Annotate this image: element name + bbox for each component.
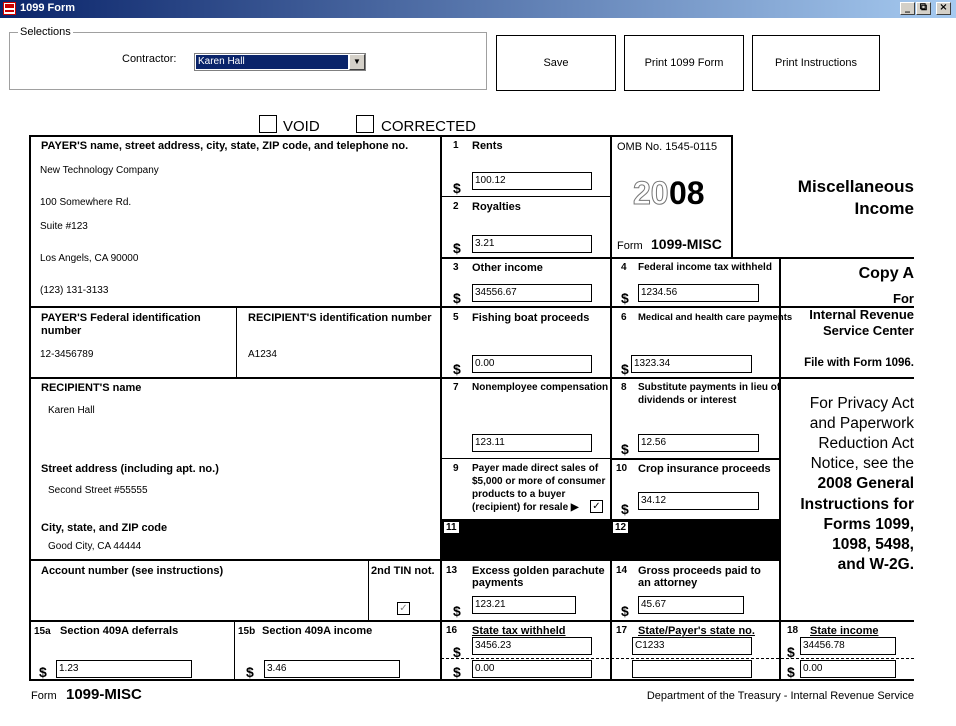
box9-number: 9 [453,463,459,474]
recipient-id-label: RECIPIENT'S identification number [248,312,432,324]
privacy-line2: and Paperwork [809,415,914,432]
box4-number: 4 [621,262,627,273]
state-tax-withheld-input-2[interactable]: 0.00 [472,660,592,678]
state-payer-no-input-2[interactable] [632,660,752,678]
privacy-line3: Reduction Act [818,435,914,452]
print-instructions-button[interactable]: Print Instructions [752,35,880,91]
box8-label-line1: Substitute payments in lieu of [638,382,781,393]
privacy-bold-line4: 1098, 5498, [832,536,914,553]
box11-number: 11 [446,522,457,533]
box16-label: State tax withheld [472,625,566,637]
privacy-line4: Notice, see the [810,455,914,472]
state-income-input-1[interactable]: 34456.78 [800,637,896,655]
form-word: Form [617,240,643,252]
corrected-label: CORRECTED [381,118,477,135]
box13-line2: payments [472,577,524,589]
contractor-select[interactable] [194,53,366,71]
box1-number: 1 [453,140,459,151]
box8-label-line2: dividends or interest [638,395,737,406]
box4-dollar: $ [621,290,629,306]
footer-form-name: 1099-MISC [66,686,142,703]
box15b-dollar: $ [246,664,254,680]
box15b-number: 15b [238,626,256,637]
box18-label: State income [810,625,879,637]
box5-number: 5 [453,312,459,323]
selections-legend: Selections [20,26,71,38]
year-prefix: 20 [633,175,669,211]
box16-dollar-2: $ [453,664,461,680]
box13-line1: Excess golden parachute [472,565,605,577]
dropdown-arrow-icon[interactable]: ▼ [349,54,365,70]
box12-number: 12 [615,522,627,533]
copy-a: Copy A [858,265,914,282]
box3-label: Other income [472,262,543,274]
box13-number: 13 [446,565,458,576]
box10-dollar: $ [621,501,629,517]
city-value[interactable]: Good City, CA 44444 [48,541,142,552]
box6-number: 6 [621,312,627,323]
payer-name: New Technology Company [40,165,159,176]
form-name: 1099-MISC [651,236,722,252]
box15b-label: Section 409A income [262,625,373,637]
window-title: 1099 Form [20,2,76,14]
rents-input[interactable]: 100.12 [472,172,592,190]
box17-label: State/Payer's state no. [638,625,755,637]
footer-form-word: Form [31,690,57,702]
omb-number: OMB No. 1545-0115 [617,141,718,153]
box9-line3: products to a buyer [472,489,566,500]
section-409a-income-input[interactable]: 3.46 [264,660,400,678]
title-line2: Income [854,199,914,218]
box10-label: Crop insurance proceeds [638,463,771,475]
title-bar [0,0,956,18]
box2-dollar: $ [453,240,461,256]
box18-dollar-2: $ [787,664,795,680]
corrected-checkbox[interactable] [356,115,374,133]
payer-fed-id[interactable]: 12-3456789 [40,349,94,360]
recipient-id[interactable]: A1234 [248,349,277,360]
privacy-bold-line1: 2008 General [817,475,914,492]
box7-label: Nonemployee compensation [472,382,609,393]
fishing-boat-input[interactable]: 0.00 [472,355,592,373]
box3-dollar: $ [453,290,461,306]
box5-dollar: $ [453,361,461,377]
privacy-bold-line2: Instructions for [800,496,914,513]
contractor-value: Karen Hall [196,55,348,69]
irs-line2: Service Center [822,323,914,338]
recipient-name[interactable]: Karen Hall [48,405,95,416]
box14-line1: Gross proceeds paid to [638,565,761,577]
box16-dollar-1: $ [453,644,461,660]
title-line1: Miscellaneous [797,177,914,196]
print-1099-form-button[interactable]: Print 1099 Form [624,35,744,91]
box14-line2: an attorney [638,577,698,589]
state-tax-withheld-input-1[interactable]: 3456.23 [472,637,592,655]
privacy-bold-line3: Forms 1099, [823,516,914,533]
golden-parachute-input[interactable]: 123.21 [472,596,576,614]
copy-for: For [893,291,914,306]
box5-label: Fishing boat proceeds [472,312,590,324]
box16-number: 16 [446,625,458,636]
box7-number: 7 [453,382,459,393]
substitute-payments-input[interactable]: 12.56 [638,434,759,452]
box2-label: Royalties [472,201,521,213]
box6-label: Medical and health care payments [638,312,793,323]
account-label: Account number (see instructions) [41,565,224,577]
direct-sales-checkbox[interactable]: ✓ [590,500,603,513]
payer-suite: Suite #123 [40,221,88,232]
street-label: Street address (including apt. no.) [41,463,219,475]
royalties-input[interactable]: 3.21 [472,235,592,253]
box9-line1: Payer made direct sales of [472,463,599,474]
state-income-input-2[interactable]: 0.00 [800,660,896,678]
box2-number: 2 [453,201,459,212]
void-checkbox[interactable] [259,115,277,133]
box3-number: 3 [453,262,459,273]
crop-insurance-input[interactable]: 34.12 [638,492,759,510]
box14-dollar: $ [621,603,629,619]
street-value[interactable]: Second Street #55555 [48,485,148,496]
medical-payments-input[interactable]: 1323.34 [631,355,752,373]
tin-label: 2nd TIN not. [371,565,435,577]
box8-number: 8 [621,382,627,393]
box1-dollar: $ [453,180,461,196]
payer-label: PAYER'S name, street address, city, state, ZIP code, and telephone no. [41,140,409,152]
section-409a-deferrals-input[interactable]: 1.23 [56,660,192,678]
file-with-1096: File with Form 1096. [804,357,914,369]
box18-number: 18 [787,625,799,636]
year-suffix: 08 [669,175,705,211]
tin-checkbox[interactable]: ✓ [397,602,410,615]
federal-tax-withheld-input[interactable]: 1234.56 [638,284,759,302]
box13-dollar: $ [453,603,461,619]
box15a-number: 15a [34,626,51,637]
recipient-name-label: RECIPIENT'S name [41,382,142,394]
other-income-input[interactable]: 34556.67 [472,284,592,302]
box9-line4: (recipient) for resale ▶ [472,502,579,513]
attorney-proceeds-input[interactable]: 45.67 [638,596,744,614]
box4-label: Federal income tax withheld [638,262,772,273]
restore-button[interactable]: ⧉ [916,2,931,15]
app-icon [3,2,16,15]
nonemployee-comp-input[interactable]: 123.11 [472,434,592,452]
close-button[interactable]: × [936,2,951,15]
payer-phone: (123) 131-3133 [40,285,109,296]
state-payer-no-input-1[interactable]: C1233 [632,637,752,655]
box15a-label: Section 409A deferrals [60,625,179,637]
irs-line1: Internal Revenue [809,307,914,322]
contractor-label: Contractor: [122,53,177,65]
box8-dollar: $ [621,441,629,457]
privacy-line1: For Privacy Act [809,395,914,412]
box1-label: Rents [472,140,503,152]
box6-dollar: $ [621,361,629,377]
box10-number: 10 [616,463,628,474]
box15a-dollar: $ [39,664,47,680]
save-button[interactable]: Save [496,35,616,91]
payer-city: Los Angels, CA 90000 [40,253,139,264]
box14-number: 14 [616,565,628,576]
payer-street: 100 Somewhere Rd. [40,197,132,208]
footer-department: Department of the Treasury - Internal Revenue Service [646,690,914,702]
minimize-button[interactable]: _ [900,2,915,15]
box9-line2: $5,000 or more of consumer [472,476,606,487]
selections-group [9,26,487,90]
void-label: VOID [283,118,320,135]
privacy-bold-line5: and W-2G. [837,556,914,573]
payer-fed-id-label: PAYER'S Federal identification number [41,312,201,337]
box17-number: 17 [616,625,628,636]
box18-dollar-1: $ [787,644,795,660]
city-label: City, state, and ZIP code [41,522,168,534]
